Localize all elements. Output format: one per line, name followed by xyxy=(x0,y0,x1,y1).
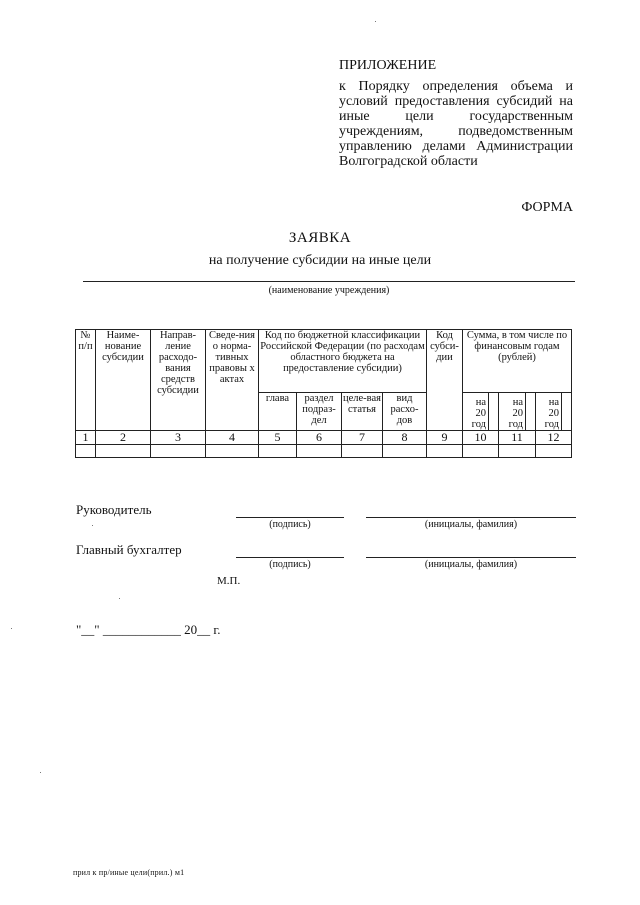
column-number: 4 xyxy=(206,431,259,445)
application-table xyxy=(75,329,572,458)
header-subsidy-code: Код субси-дии xyxy=(427,330,463,431)
header-subsidy-name: Наиме-нование субсидии xyxy=(96,330,151,431)
head-signature-line[interactable] xyxy=(236,517,344,518)
table-cell[interactable] xyxy=(76,445,96,458)
year-cell-2 xyxy=(499,393,526,431)
form-label: ФОРМА xyxy=(521,200,573,215)
table-cell[interactable] xyxy=(536,445,572,458)
file-footer: прил к пр/иные цели(прил.) м1 xyxy=(73,868,185,877)
document-title: ЗАЯВКА xyxy=(288,230,352,246)
table-cell[interactable] xyxy=(499,445,536,458)
year-suffix: год xyxy=(544,419,559,430)
column-number: 12 xyxy=(536,431,572,445)
organization-name-caption: (наименование учреждения) xyxy=(268,285,390,296)
year-century: 20 xyxy=(548,408,559,419)
head-name-caption: (инициалы, фамилия) xyxy=(424,519,518,530)
accountant-signature-line[interactable] xyxy=(236,557,344,558)
header-sum: Сумма, в том числе по финансовым годам (рублей) xyxy=(463,330,572,393)
column-number: 7 xyxy=(342,431,383,445)
scan-speck xyxy=(40,772,41,773)
header-glava: глава xyxy=(259,393,297,431)
column-number: 8 xyxy=(383,431,427,445)
header-direction: Направ-ление расходо-вания средств субсидии xyxy=(151,330,206,431)
table-cell[interactable] xyxy=(259,445,297,458)
year-suffix: год xyxy=(508,419,523,430)
table-cell[interactable] xyxy=(342,445,383,458)
header-razdel: раздел подраз-дел xyxy=(297,393,342,431)
seal-place: М.П. xyxy=(217,575,241,587)
appendix-reference: к Порядку определения объема и условий предоставления субсидий на иные цели государственным учреждениям, подведомственным управлению делами Администрации Волгоградской области xyxy=(339,79,573,169)
column-number: 1 xyxy=(76,431,96,445)
year-century: 20 xyxy=(512,408,523,419)
column-number: 2 xyxy=(96,431,151,445)
year-prefix: на xyxy=(548,397,559,408)
year-prefix: на xyxy=(475,397,486,408)
date-line[interactable]: "__" ____________ 20__ г. xyxy=(76,622,221,637)
column-number: 3 xyxy=(151,431,206,445)
table-cell[interactable] xyxy=(206,445,259,458)
scan-speck xyxy=(119,598,120,599)
accountant-name-line[interactable] xyxy=(366,557,576,558)
table-cell[interactable] xyxy=(151,445,206,458)
table-row[interactable] xyxy=(76,445,572,458)
column-number: 6 xyxy=(297,431,342,445)
column-number: 11 xyxy=(499,431,536,445)
header-legal-acts: Сведе-ния о норма-тивных правовы х актах xyxy=(206,330,259,431)
table-cell[interactable] xyxy=(383,445,427,458)
table-cell[interactable] xyxy=(96,445,151,458)
accountant-name-caption: (инициалы, фамилия) xyxy=(424,559,518,570)
column-number: 9 xyxy=(427,431,463,445)
table-cell[interactable] xyxy=(427,445,463,458)
year-fill-3[interactable] xyxy=(562,393,572,431)
year-fill-1[interactable] xyxy=(489,393,499,431)
head-label: Руководитель xyxy=(76,502,152,517)
table-cell[interactable] xyxy=(297,445,342,458)
scan-speck xyxy=(92,525,93,526)
organization-name-line[interactable] xyxy=(83,281,575,282)
head-name-line[interactable] xyxy=(366,517,576,518)
head-sign-caption: (подпись) xyxy=(269,519,311,530)
column-number: 10 xyxy=(463,431,499,445)
scan-speck xyxy=(375,21,376,22)
year-prefix: на xyxy=(512,397,523,408)
table-cell[interactable] xyxy=(463,445,499,458)
header-vid: вид расхо-дов xyxy=(383,393,427,431)
appendix-title: ПРИЛОЖЕНИЕ xyxy=(339,58,437,73)
year-cell-1 xyxy=(463,393,489,431)
header-number: № п/п xyxy=(76,330,96,431)
accountant-label: Главный бухгалтер xyxy=(76,542,182,557)
document-subtitle: на получение субсидии на иные цели xyxy=(208,253,432,268)
year-century: 20 xyxy=(475,408,486,419)
column-number: 5 xyxy=(259,431,297,445)
header-statya: целе-вая статья xyxy=(342,393,383,431)
year-cell-3 xyxy=(536,393,562,431)
scan-speck xyxy=(11,628,12,629)
header-budget-code: Код по бюджетной классификации Российской Федерации (по расходам областного бюджета на предоставление субсидии) xyxy=(259,330,427,393)
accountant-sign-caption: (подпись) xyxy=(269,559,311,570)
year-fill-2[interactable] xyxy=(526,393,536,431)
year-suffix: год xyxy=(471,419,486,430)
